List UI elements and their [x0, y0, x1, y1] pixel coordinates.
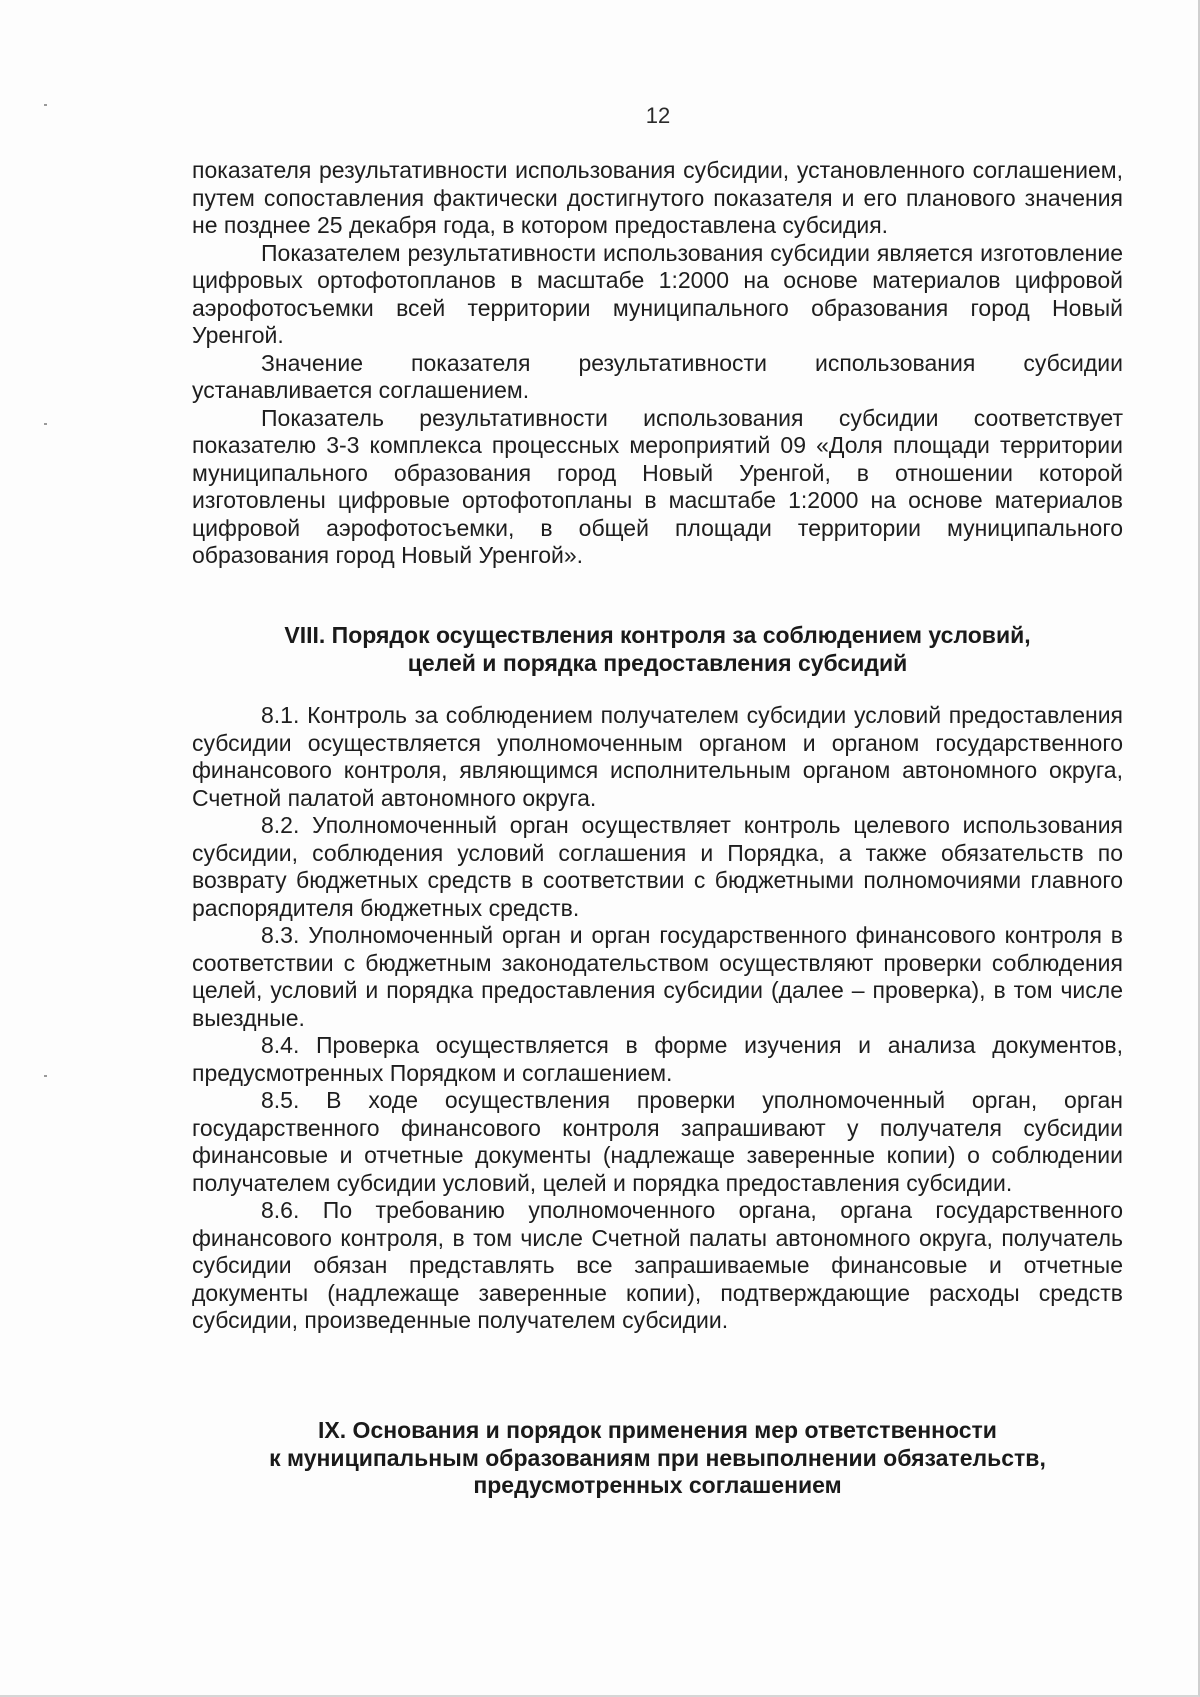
scan-speck: [44, 104, 47, 106]
paragraph: Показателем результативности использования субсидии является изготовление цифровых ортофотопланов в масштабе 1:2000 на основе материалов цифровой аэрофотосъемки всей территории муниципального образования город Новый Уренгой.: [192, 239, 1123, 348]
paragraph-8-4: 8.4. Проверка осуществляется в форме изучения и анализа документов, предусмотренных Порядком и соглашением.: [192, 1032, 1123, 1086]
paragraph-8-5: 8.5. В ходе осуществления проверки уполномоченный орган, орган государственного финансового контроля запрашивают у получателя субсидии финансовые и отчетные документы (надлежаще заверенные копии) о соблюдении получателем субсидии условий, целей и порядка предоставления субсидии.: [192, 1087, 1123, 1196]
section-heading: [192, 622, 1123, 677]
paragraph: Показатель результативности использования субсидии соответствует показателю 3-3 комплекса процессных мероприятий 09 «Доля площади территории муниципального образования город Новый Уренгой, в отношении которой изготовлены цифровые ортофотопланы в масштабе 1:2000 на основе материалов цифровой аэрофотосъемки, в общей площади территории муниципального образования город Новый Уренгой».: [192, 404, 1123, 568]
paragraph-8-6: 8.6. По требованию уполномоченного органа, органа государственного финансового контроля, в том числе Счетной палаты автономного округа, получатель субсидии обязан представлять все запрашиваемые финансовые и отчетные документы (надлежаще заверенные копии), подтверждающие расходы средств субсидии, произведенные получателем субсидии.: [192, 1197, 1123, 1333]
section-9-heading: [192, 1417, 1123, 1500]
paragraph-8-1: 8.1. Контроль за соблюдением получателем субсидии условий предоставления субсидии осуществляется уполномоченным органом и органом государственного финансового контроля, являющимся исполнительным органом автономного округа, Счетной палатой автономного округа.: [192, 702, 1123, 811]
section-heading: [192, 1417, 1123, 1500]
paragraph: Значение показателя результативности использования субсидии устанавливается соглашением.: [192, 349, 1123, 403]
page-number: 12: [645, 103, 671, 128]
heading-line: целей и порядка предоставления субсидий: [407, 649, 908, 676]
intro-text-block: [192, 157, 1123, 570]
heading-line: предусмотренных соглашением: [473, 1472, 842, 1498]
heading-line: VIII. Порядок осуществления контроля за соблюдением условий,: [284, 622, 1031, 648]
scan-speck: [44, 1075, 47, 1077]
paragraph-8-3: 8.3. Уполномоченный орган и орган государственного финансового контроля в соответствии с бюджетным законодательством осуществляют проверки соблюдения целей, условий и порядка предоставления субсидии (далее – проверка), в том числе выездные.: [192, 922, 1123, 1031]
section-8-text-block: [192, 702, 1123, 1335]
section-8-heading: [192, 622, 1123, 677]
paragraph: показателя результативности использования субсидии, установленного соглашением, путем сопоставления фактически достигнутого показателя и его планового значения не позднее 25 декабря года, в котором предоставлена субсидия.: [192, 157, 1123, 238]
heading-line: к муниципальным образованиям при невыполнении обязательств,: [269, 1444, 1046, 1471]
scan-speck: [44, 423, 47, 425]
heading-line: IX. Основания и порядок применения мер ответственности: [318, 1417, 997, 1443]
paragraph-8-2: 8.2. Уполномоченный орган осуществляет контроль целевого использования субсидии, соблюдения условий соглашения и Порядка, а также обязательств по возврату бюджетных средств в соответствии с бюджетными полномочиями главного распорядителя бюджетных средств.: [192, 812, 1123, 921]
